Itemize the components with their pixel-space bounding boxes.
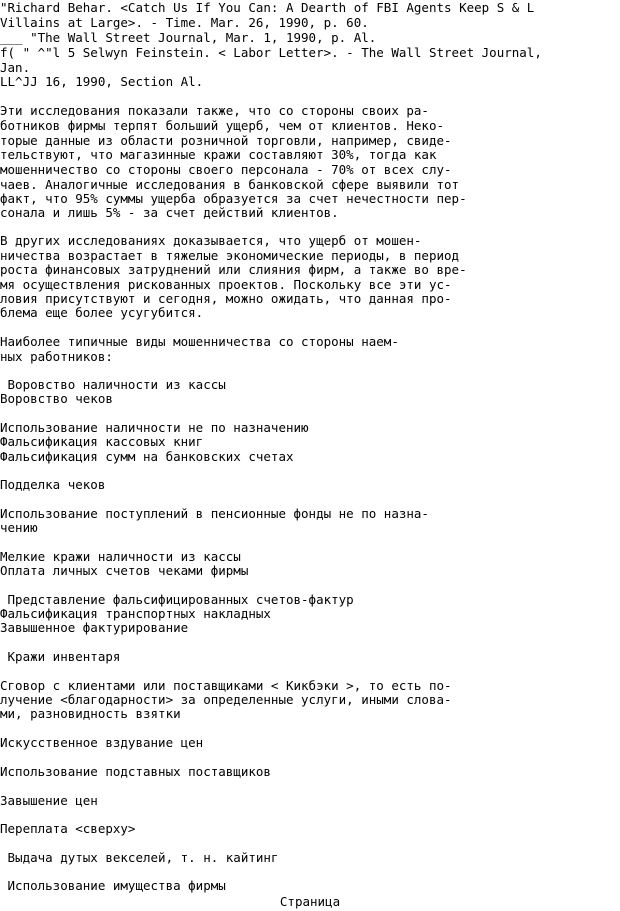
text-line: LL^JJ 16, 1990, Section Al. bbox=[0, 74, 204, 89]
list-item: Представление фальсифицированных счетов-фактур bbox=[0, 592, 354, 607]
text-line: блема еще более усугубится. bbox=[0, 305, 204, 320]
text-line: мошенничество со стороны своего персонала - 70% от всех слу- bbox=[0, 162, 452, 177]
text-line: Jan. bbox=[0, 60, 31, 75]
list-item: Воровство чеков bbox=[0, 391, 113, 406]
text-line: ловия присутствуют и сегодня, можно ожидать, что данная про- bbox=[0, 291, 452, 306]
text-line: Наиболее типичные виды мошенничества со стороны наем- bbox=[0, 334, 399, 349]
text-line: ___ "The Wall Street Journal, Mar. 1, 1990, p. Al. bbox=[0, 30, 377, 45]
list-item: Кражи инвентаря bbox=[0, 649, 121, 664]
text-line: Villains at Large>. - Time. Mar. 26, 1990, p. 60. bbox=[0, 15, 369, 30]
list-item: Использование наличности не по назначению bbox=[0, 420, 309, 435]
text-line: Эти исследования показали также, что со стороны своих ра- bbox=[0, 103, 429, 118]
list-item: Использование поступлений в пенсионные фонды не по назна- bbox=[0, 506, 429, 521]
list-item: Фальсификация кассовых книг bbox=[0, 434, 204, 449]
text-line: ботников фирмы терпят больший ущерб, чем от клиентов. Неко- bbox=[0, 118, 445, 133]
text-line: тельствуют, что магазинные кражи составляют 30%, тогда как bbox=[0, 147, 437, 162]
text-line: В других исследованиях доказывается, что ущерб от мошен- bbox=[0, 233, 422, 248]
list-item: Искусственное вздувание цен bbox=[0, 735, 204, 750]
list-item: Сговор с клиентами или поставщиками < Кикбэки >, то есть по- bbox=[0, 678, 452, 693]
text-line: ничества возрастает в тяжелые экономические периоды, в период bbox=[0, 248, 460, 263]
page-footer: Страница bbox=[279, 894, 341, 909]
text-line: ных работников: bbox=[0, 349, 113, 364]
text-line: "Richard Behar. <Catch Us If You Can: A Dearth of FBI Agents Keep S & L bbox=[0, 0, 535, 15]
list-item: ми, разновидность взятки bbox=[0, 706, 181, 721]
text-line: роста финансовых затруднений или слияния фирм, а также во вре- bbox=[0, 262, 467, 277]
list-item: Завышение цен bbox=[0, 793, 98, 808]
text-line: факт, что 95% суммы ущерба образуется за счет нечестности пер- bbox=[0, 191, 467, 206]
list-item: Фальсификация транспортных накладных bbox=[0, 606, 271, 621]
text-line: чаев. Аналогичные исследования в банковской сфере выявили тот bbox=[0, 177, 460, 192]
list-item: Переплата <сверху> bbox=[0, 821, 136, 836]
list-item: Использование имущества фирмы bbox=[0, 878, 226, 893]
list-item: Завышенное фактурирование bbox=[0, 620, 189, 635]
list-item: Фальсификация сумм на банковских счетах bbox=[0, 449, 294, 464]
text-line: торые данные из области розничной торговли, например, свиде- bbox=[0, 133, 452, 148]
list-item: Воровство наличности из кассы bbox=[0, 377, 226, 392]
list-item: Мелкие кражи наличности из кассы bbox=[0, 549, 241, 564]
text-line: f( " ^"l 5 Selwyn Feinstein. < Labor Letter>. - The Wall Street Journal, bbox=[0, 45, 542, 60]
list-item: чению bbox=[0, 520, 38, 535]
list-item: Оплата личных счетов чеками фирмы bbox=[0, 563, 249, 578]
text-line: мя осуществления рискованных проектов. Поскольку все эти ус- bbox=[0, 277, 452, 292]
text-line: сонала и лишь 5% - за счет действий клиентов. bbox=[0, 205, 339, 220]
list-item: Подделка чеков bbox=[0, 477, 106, 492]
list-item: Выдача дутых векселей, т. н. кайтинг bbox=[0, 850, 279, 865]
list-item: Использование подставных поставщиков bbox=[0, 764, 271, 779]
list-item: лучение <благодарности> за определенные услуги, иными слова- bbox=[0, 692, 452, 707]
